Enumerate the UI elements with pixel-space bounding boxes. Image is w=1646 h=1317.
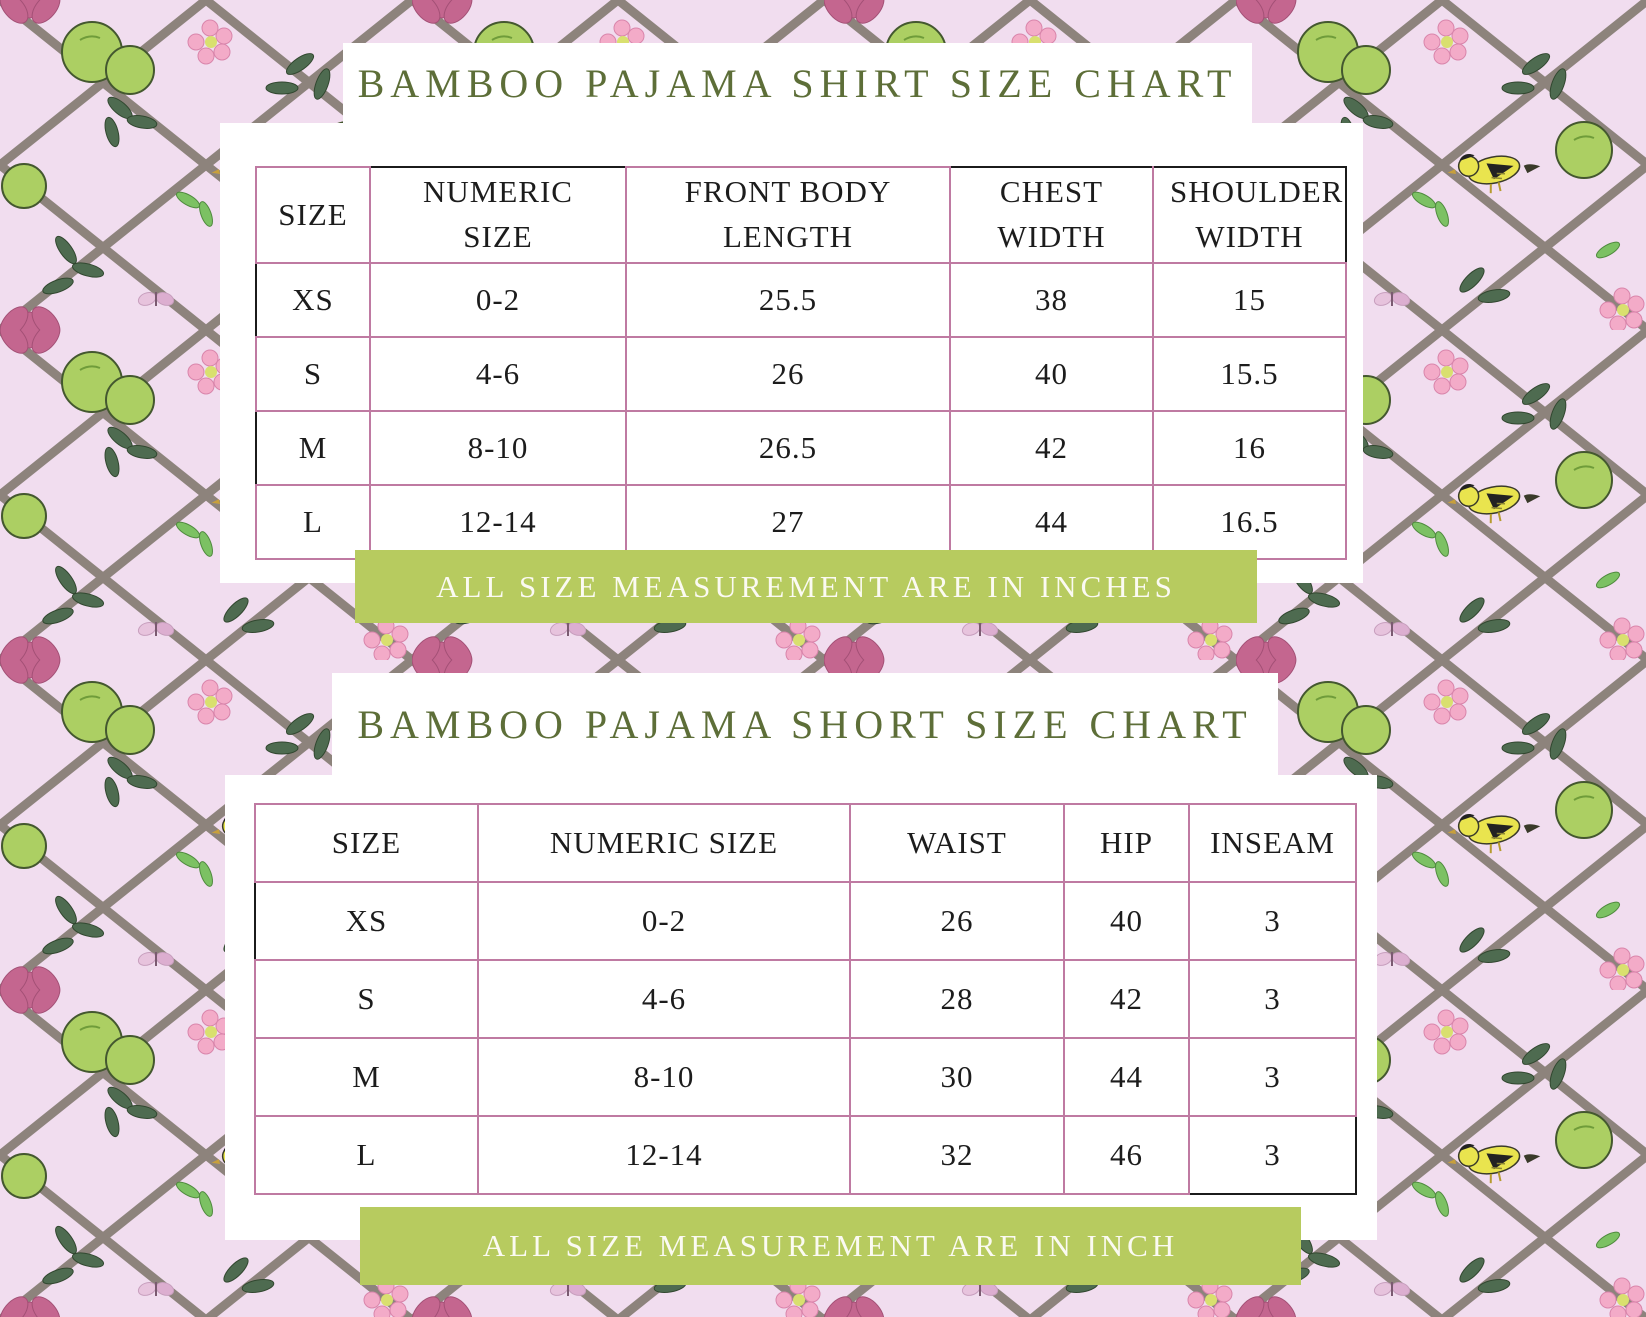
column-header: SIZE: [256, 167, 370, 263]
table-cell: 3: [1189, 1038, 1356, 1116]
short-size-table: [254, 803, 1357, 1195]
shirt-chart-footnote-banner: [355, 550, 1257, 623]
header-row: [255, 804, 1356, 882]
table-cell: 46: [1064, 1116, 1189, 1194]
table-cell: XS: [255, 882, 478, 960]
table-cell: 44: [1064, 1038, 1189, 1116]
table-cell: 38: [950, 263, 1153, 337]
short-chart-title: BAMBOO PAJAMA SHORT SIZE CHART: [357, 701, 1253, 747]
table-cell: 15: [1153, 263, 1346, 337]
table-cell: 4-6: [478, 960, 850, 1038]
table-cell: 16.5: [1153, 485, 1346, 559]
table-cell: 28: [850, 960, 1064, 1038]
table-cell: S: [255, 960, 478, 1038]
table-cell: 40: [950, 337, 1153, 411]
table-row: [255, 882, 1356, 960]
short-chart-title-strip: [332, 673, 1278, 775]
column-header: WAIST: [850, 804, 1064, 882]
column-header: HIP: [1064, 804, 1189, 882]
table-cell: 44: [950, 485, 1153, 559]
table-cell: L: [256, 485, 370, 559]
table-cell: 25.5: [626, 263, 950, 337]
table-row: [255, 960, 1356, 1038]
header-row: [256, 167, 1346, 263]
table-cell: 15.5: [1153, 337, 1346, 411]
shirt-chart-title: BAMBOO PAJAMA SHIRT SIZE CHART: [357, 60, 1238, 106]
column-header: SHOULDER WIDTH: [1153, 167, 1346, 263]
column-header: NUMERIC SIZE: [370, 167, 626, 263]
table-cell: L: [255, 1116, 478, 1194]
table-row: [256, 337, 1346, 411]
table-cell: 12-14: [370, 485, 626, 559]
shirt-size-table: [255, 166, 1347, 560]
table-cell: 30: [850, 1038, 1064, 1116]
table-cell: 4-6: [370, 337, 626, 411]
table-cell: M: [255, 1038, 478, 1116]
table-cell: 8-10: [478, 1038, 850, 1116]
table-cell: 42: [1064, 960, 1189, 1038]
column-header: NUMERIC SIZE: [478, 804, 850, 882]
table-cell: 32: [850, 1116, 1064, 1194]
column-header: CHEST WIDTH: [950, 167, 1153, 263]
table-cell: 3: [1189, 1116, 1356, 1194]
table-cell: M: [256, 411, 370, 485]
table-cell: 26: [850, 882, 1064, 960]
table-cell: 12-14: [478, 1116, 850, 1194]
table-cell: 26: [626, 337, 950, 411]
table-row: [256, 485, 1346, 559]
short-chart-footnote: ALL SIZE MEASUREMENT ARE IN INCH: [482, 1228, 1179, 1263]
table-cell: XS: [256, 263, 370, 337]
table-cell: 42: [950, 411, 1153, 485]
table-cell: 3: [1189, 882, 1356, 960]
column-header: INSEAM: [1189, 804, 1356, 882]
table-row: [256, 263, 1346, 337]
table-cell: 3: [1189, 960, 1356, 1038]
table-cell: 27: [626, 485, 950, 559]
shirt-chart-footnote: ALL SIZE MEASUREMENT ARE IN INCHES: [436, 568, 1176, 604]
table-cell: 0-2: [478, 882, 850, 960]
table-cell: 40: [1064, 882, 1189, 960]
table-row: [255, 1116, 1356, 1194]
column-header: SIZE: [255, 804, 478, 882]
column-header: FRONT BODY LENGTH: [626, 167, 950, 263]
table-row: [255, 1038, 1356, 1116]
table-cell: S: [256, 337, 370, 411]
table-cell: 8-10: [370, 411, 626, 485]
table-cell: 16: [1153, 411, 1346, 485]
table-cell: 26.5: [626, 411, 950, 485]
table-cell: 0-2: [370, 263, 626, 337]
short-chart-footnote-banner: [360, 1207, 1301, 1285]
table-row: [256, 411, 1346, 485]
shirt-chart-title-strip: [343, 43, 1252, 123]
